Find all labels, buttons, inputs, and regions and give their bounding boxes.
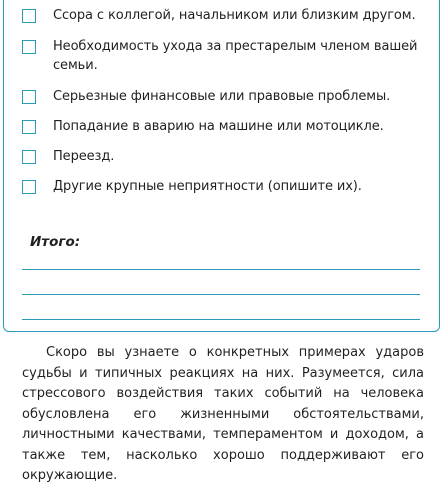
checklist <box>22 6 432 207</box>
checkbox[interactable] <box>22 120 36 134</box>
checkbox[interactable] <box>22 90 36 104</box>
body-paragraph: Скоро вы узнаете о конкретных примерах ударов судьбы и типичных реакциях на них. Разумеется, сила стрессового воздействия таких событий на человека обусловлена его жизненными обстоятельствами, личностными качествами, темпераментом и доходом, а также тем, насколько хорошо поддерживают его окружающие. <box>22 345 424 483</box>
checklist-item-label: Серьезные финансовые или правовые проблемы. <box>53 89 391 104</box>
checklist-item-label: Попадание в аварию на машине или мотоцикле. <box>53 119 384 134</box>
checklist-item <box>22 6 432 25</box>
checklist-item-label: Переезд. <box>53 149 115 164</box>
checkbox[interactable] <box>22 9 36 23</box>
checkbox[interactable] <box>22 40 36 54</box>
checkbox[interactable] <box>22 150 36 164</box>
checklist-item-label: Необходимость ухода за престарелым членом вашей семьи. <box>53 39 418 73</box>
answer-line[interactable] <box>22 294 420 295</box>
checklist-item <box>22 37 432 75</box>
total-label: Итого: <box>30 234 81 250</box>
checklist-item-label: Ссора с коллегой, начальником или близким другом. <box>53 8 416 23</box>
answer-line[interactable] <box>22 269 420 270</box>
checkbox[interactable] <box>22 180 36 194</box>
checklist-item-label: Другие крупные неприятности (опишите их). <box>53 179 362 194</box>
checklist-item <box>22 147 432 166</box>
checklist-item <box>22 87 432 106</box>
answer-line[interactable] <box>22 319 420 320</box>
checklist-item <box>22 177 432 196</box>
checklist-item <box>22 117 432 136</box>
